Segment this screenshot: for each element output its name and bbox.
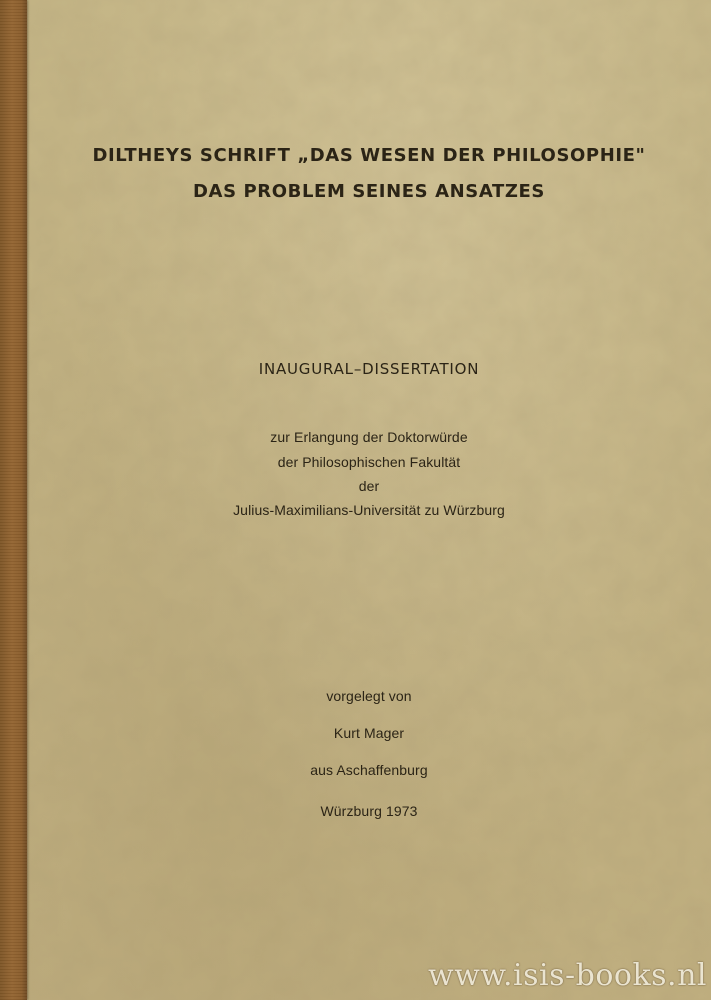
spine-weave-texture bbox=[0, 0, 27, 1000]
presented-by: vorgelegt von bbox=[326, 688, 412, 704]
author-name: Kurt Mager bbox=[333, 725, 405, 741]
place-year: Würzburg 1973 bbox=[320, 803, 418, 819]
purpose-line-3: der bbox=[358, 478, 380, 494]
watermark-url: www.isis-books.nl bbox=[428, 958, 707, 993]
title-line-1: DILTHEYS SCHRIFT „DAS WESEN DER PHILOSOPHIE" bbox=[92, 145, 646, 166]
cloth-spine bbox=[0, 0, 27, 1000]
university-line: Julius-Maximilians-Universität zu Würzburg bbox=[233, 502, 505, 518]
purpose-line-2: der Philosophischen Fakultät bbox=[277, 454, 461, 470]
title-line-2: DAS PROBLEM SEINES ANSATZES bbox=[193, 181, 545, 202]
author-origin: aus Aschaffenburg bbox=[310, 762, 428, 778]
purpose-line-1: zur Erlangung der Doktorwürde bbox=[270, 429, 468, 445]
dissertation-label: INAUGURAL–DISSERTATION bbox=[258, 360, 480, 378]
